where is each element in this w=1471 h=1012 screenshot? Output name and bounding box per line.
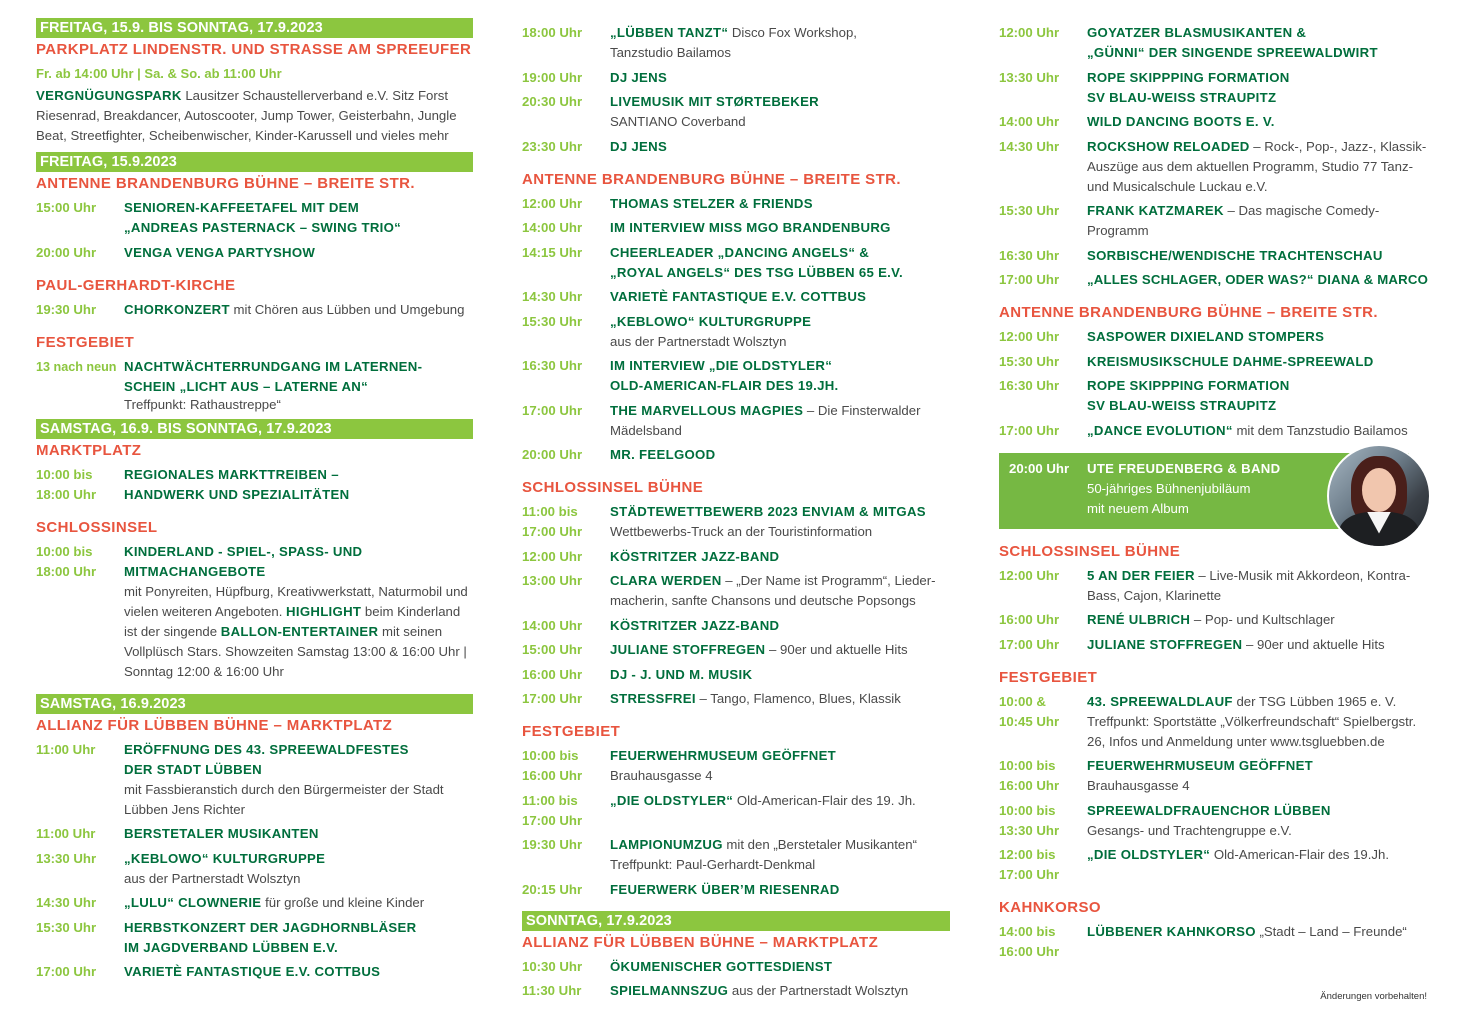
event-time: 12:00 bis 17:00 Uhr: [999, 847, 1060, 882]
event-time: 16:30 Uhr: [999, 378, 1060, 393]
venue-heading: KAHNKORSO: [999, 899, 1101, 916]
event-time: 14:30 Uhr: [36, 895, 97, 910]
event-description-line2: Mädelsband: [610, 422, 682, 438]
event-entry: [999, 137, 1429, 197]
event-entry: [36, 198, 473, 238]
event-time: 14:30 Uhr: [999, 138, 1060, 154]
event-title-line2: HANDWERK UND SPEZIALITÄTEN: [124, 486, 350, 502]
venue-heading: SCHLOSSINSEL: [36, 518, 158, 536]
event-entry: [522, 356, 950, 396]
column-right: [999, 17, 1429, 959]
venue-heading: ALLIANZ FÜR LÜBBEN BÜHNE – MARKTPLATZ: [36, 716, 393, 734]
event-title: „KEBLOWO“ KULTURGRUPPE: [610, 313, 812, 329]
event-title: STRESSFREI: [610, 691, 696, 706]
event-time: 15:30 Uhr: [999, 353, 1060, 369]
event-time: 19:30 Uhr: [522, 837, 583, 852]
event-title: LAMPIONUMZUG: [610, 837, 723, 852]
event-time: 11:00 Uhr: [36, 826, 96, 841]
venue-heading: FESTGEBIET: [522, 723, 621, 740]
event-time: 16:30 Uhr: [999, 247, 1060, 263]
event-entry: [522, 640, 950, 660]
event-title: „LÜBBEN TANZT“: [610, 25, 729, 40]
venue-heading: PAUL-GERHARDT-KIRCHE: [36, 276, 236, 294]
event-title: 43. SPREEWALDLAUF: [1087, 693, 1233, 709]
event-entry: [522, 791, 950, 831]
event-entry: [999, 845, 1429, 885]
event-entry: [522, 23, 950, 63]
event-title: DJ - J. UND M. MUSIK: [610, 666, 753, 682]
event-title: SPREEWALDFRAUENCHOR LÜBBEN: [1087, 802, 1331, 818]
event-title-line2: „ANDREAS PASTERNACK – SWING TRIO“: [124, 220, 402, 235]
event-time: 15:30 Uhr: [999, 203, 1060, 218]
venue-heading: SCHLOSSINSEL BÜHNE: [999, 542, 1181, 560]
event-description: Disco Fox Workshop,: [728, 25, 857, 40]
event-time: 10:00 & 10:45 Uhr: [999, 693, 1060, 729]
event-time: 16:00 Uhr: [522, 666, 583, 682]
event-entry: [522, 502, 950, 542]
event-entry: [36, 243, 473, 263]
event-description: Brauhausgasse 4: [610, 768, 713, 783]
event-title: ROPE SKIPPPING FORMATION: [1087, 69, 1290, 85]
event-time: 12:00 Uhr: [999, 25, 1060, 40]
event-time: 14:00 bis 16:00 Uhr: [999, 924, 1060, 959]
event-title: BERSTETALER MUSIKANTEN: [124, 826, 319, 841]
event-description: Brauhausgasse 4: [1087, 778, 1190, 793]
event-title: ROPE SKIPPPING FORMATION: [1087, 378, 1290, 393]
venue-heading: FESTGEBIET: [36, 333, 135, 351]
event-time: 10:00 bis 16:00 Uhr: [522, 748, 583, 783]
event-time: 10:00 bis 18:00 Uhr: [36, 466, 97, 502]
event-description: Wettbewerbs-Truck an der Touristinformation: [610, 524, 873, 539]
event-time: 12:00 Uhr: [999, 567, 1060, 583]
event-entry: [522, 957, 950, 977]
event-title: SASPOWER DIXIELAND STOMPERS: [1087, 329, 1325, 344]
event-entry: [999, 327, 1429, 347]
event-title: CHORKONZERT: [124, 301, 230, 317]
event-time: 15:30 Uhr: [522, 313, 583, 329]
event-time: 17:00 Uhr: [999, 272, 1060, 287]
event-entry: [999, 23, 1429, 63]
event-entry: [522, 547, 950, 567]
event-title: LIVEMUSIK MIT STØRTEBEKER: [610, 94, 819, 109]
event-entry: [999, 246, 1429, 266]
event-title: UTE FREUDENBERG & BAND: [1087, 460, 1281, 476]
event-entry: [36, 542, 473, 682]
event-entry: [999, 376, 1429, 416]
event-time: 23:30 Uhr: [522, 138, 583, 154]
event-description: mit Ponyreiten, Hüpfburg, Kreativwerkstatt, Naturmobil und vielen weiteren Angeboten. HIGHLIGHT beim Kinderland ist der singende BALLON-ENTERTAINER mit seinen Vollplüsch Stars. Showzeiten Samstag 13:00 & 16:00 Uhr | Sonntag 12:00 & 16:00 Uhr: [124, 583, 468, 679]
event-entry: [999, 635, 1429, 655]
venue-heading: ALLIANZ FÜR LÜBBEN BÜHNE – MARKTPLATZ: [522, 933, 879, 951]
event-time: 13:30 Uhr: [36, 850, 97, 866]
event-entry: [999, 692, 1429, 752]
venue-heading: ANTENNE BRANDENBURG BÜHNE – BREITE STR.: [999, 304, 1378, 321]
event-description: Old-American-Flair des 19. Jh.: [733, 792, 916, 808]
event-title: ROCKSHOW RELOADED: [1087, 138, 1250, 154]
event-title: THE MARVELLOUS MAGPIES: [610, 402, 804, 418]
event-title: FRANK KATZMAREK: [1087, 203, 1224, 218]
event-title: RENÉ ULBRICH: [1087, 612, 1191, 627]
venue-heading: FESTGEBIET: [999, 668, 1098, 686]
event-title: KÖSTRITZER JAZZ-BAND: [610, 548, 780, 564]
venue-heading: MARKTPLATZ: [36, 441, 142, 459]
venue-heading: PARKPLATZ LINDENSTR. UND STRASSE AM SPREEUFER: [36, 41, 472, 58]
event-time: 14:15 Uhr: [522, 244, 583, 260]
event-description: – 90er und aktuelle Hits: [765, 642, 908, 657]
event-entry: [36, 300, 473, 320]
event-title: KÖSTRITZER JAZZ-BAND: [610, 617, 780, 633]
event-description: mit den „Berstetaler Musikanten“: [722, 837, 917, 852]
event-entry: [522, 835, 950, 875]
event-time: 14:30 Uhr: [522, 289, 583, 304]
event-entry: [36, 824, 473, 844]
event-title: DJ JENS: [610, 138, 668, 154]
event-entry: [522, 194, 950, 214]
event-time: 13:00 Uhr: [522, 573, 583, 588]
event-time: 15:00 Uhr: [36, 200, 97, 215]
park-opening-times: Fr. ab 14:00 Uhr | Sa. & So. ab 11:00 Uhr: [36, 66, 282, 81]
event-title: VENGA VENGA PARTYSHOW: [124, 244, 316, 260]
event-time: 15:30 Uhr: [36, 919, 97, 935]
event-title: THOMAS STELZER & FRIENDS: [610, 195, 813, 211]
event-time: 11:00 bis 17:00 Uhr: [522, 792, 583, 828]
event-title: SPIELMANNSZUG: [610, 983, 729, 998]
event-time: 17:00 Uhr: [36, 964, 97, 979]
event-title: MR. FEELGOOD: [610, 447, 716, 462]
event-entry: [522, 981, 950, 1001]
event-time: 13 nach neun: [36, 359, 117, 374]
event-time: 10:00 bis 18:00 Uhr: [36, 543, 97, 579]
headliner-box: [999, 453, 1409, 529]
artist-portrait: [1327, 444, 1431, 548]
event-title: „DANCE EVOLUTION“: [1087, 422, 1233, 438]
event-description: mit dem Tanzstudio Bailamos: [1232, 422, 1408, 438]
event-title-line2: SV BLAU-WEISS STRAUPITZ: [1087, 398, 1277, 413]
event-time: 17:00 Uhr: [999, 422, 1060, 438]
event-time: 18:00 Uhr: [522, 25, 583, 40]
day-header: SONNTAG, 17.9.2023: [522, 911, 950, 931]
event-description: SANTIANO Coverband: [610, 114, 746, 129]
event-description: mit Chören aus Lübben und Umgebung: [229, 301, 465, 317]
event-title: „DIE OLDSTYLER“: [610, 792, 734, 808]
event-time: 12:00 Uhr: [999, 329, 1060, 344]
event-title: „ALLES SCHLAGER, ODER WAS?“ DIANA & MARCO: [1087, 272, 1429, 287]
event-time: 13:30 Uhr: [999, 69, 1060, 85]
event-entry: [999, 421, 1429, 441]
event-title: CLARA WERDEN: [610, 573, 722, 588]
event-title-line2: MITMACHANGEBOTE: [124, 563, 266, 579]
event-description: – 90er und aktuelle Hits: [1242, 636, 1385, 652]
event-time: 14:00 Uhr: [999, 114, 1060, 129]
event-description: – Die Finsterwalder: [803, 402, 921, 418]
event-entry: [522, 616, 950, 636]
event-time: 10:00 bis 16:00 Uhr: [999, 758, 1060, 793]
event-title: LÜBBENER KAHNKORSO: [1087, 924, 1256, 939]
event-entry: [522, 312, 950, 352]
event-title: CHEERLEADER „DANCING ANGELS“ &: [610, 244, 870, 260]
event-time: 11:30 Uhr: [522, 983, 582, 998]
event-entry: [522, 746, 950, 786]
event-description: – Das magische Comedy-Programm: [1087, 203, 1380, 238]
event-description: – Rock-, Pop-, Jazz-, Klassik- Auszüge aus dem aktuellen Programm, Studio 77 Tanz- und Musicalschule Luckau e.V.: [1087, 138, 1427, 194]
event-title: NACHTWÄCHTERRUNDGANG IM LATERNEN-: [124, 358, 423, 374]
event-entry: [999, 352, 1429, 372]
event-time: 17:00 Uhr: [522, 402, 583, 418]
event-entry: [522, 401, 950, 441]
event-description: aus der Partnerstadt Wolsztyn: [124, 870, 301, 886]
event-time: 19:00 Uhr: [522, 69, 583, 85]
event-entry: [999, 756, 1429, 796]
event-time: 11:00 bis 17:00 Uhr: [522, 504, 583, 539]
event-description: – „Der Name ist Programm“, Lieder-macherin, sanfte Chansons und deutsche Popsongs: [610, 573, 936, 608]
venue-heading: ANTENNE BRANDENBURG BÜHNE – BREITE STR.: [36, 175, 415, 192]
event-entry: [522, 445, 950, 465]
event-title: VARIETÈ FANTASTIQUE E.V. COTTBUS: [610, 289, 867, 304]
event-title: IM INTERVIEW „DIE OLDSTYLER“: [610, 358, 833, 373]
disclaimer-note: Änderungen vorbehalten!: [1320, 991, 1427, 1002]
column-middle: [522, 17, 950, 1001]
event-entry: [36, 849, 473, 889]
event-time: 20:00 Uhr: [522, 447, 583, 462]
event-entry: [999, 68, 1429, 108]
event-entry: [999, 201, 1429, 241]
event-time: 20:00 Uhr: [36, 244, 97, 260]
event-title: REGIONALES MARKTTREIBEN –: [124, 466, 339, 482]
event-description: Treffpunkt: Rathaustreppe“: [124, 396, 281, 412]
event-entry: [36, 357, 473, 413]
event-title: DJ JENS: [610, 69, 668, 85]
event-entry: [522, 92, 950, 132]
event-time: 16:00 Uhr: [999, 612, 1060, 627]
event-title: FEUERWEHRMUSEUM GEÖFFNET: [1087, 758, 1314, 773]
event-title: KREISMUSIKSCHULE DAHME-SPREEWALD: [1087, 353, 1374, 369]
event-entry: [522, 287, 950, 307]
event-description: mit Fassbieranstich durch den Bürgermeister der Stadt Lübben Jens Richter: [124, 781, 444, 817]
event-entry: [522, 665, 950, 685]
event-title-line2: IM JAGDVERBAND LÜBBEN E.V.: [124, 939, 338, 955]
day-header: FREITAG, 15.9. BIS SONNTAG, 17.9.2023: [36, 18, 473, 38]
event-entry: [522, 68, 950, 88]
event-title: GOYATZER BLASMUSIKANTEN &: [1087, 25, 1307, 40]
event-title: IM INTERVIEW MISS MGO BRANDENBURG: [610, 220, 891, 235]
event-entry: [522, 571, 950, 611]
event-title: VARIETÈ FANTASTIQUE E.V. COTTBUS: [124, 964, 381, 979]
event-time: 19:30 Uhr: [36, 301, 97, 317]
event-time: 20:15 Uhr: [522, 881, 583, 897]
event-title-line2: SV BLAU-WEISS STRAUPITZ: [1087, 89, 1277, 105]
event-title: KINDERLAND - SPIEL-, SPASS- UND: [124, 543, 363, 559]
day-header: FREITAG, 15.9.2023: [36, 152, 473, 172]
event-title: WILD DANCING BOOTS E. V.: [1087, 114, 1275, 129]
event-entry: [36, 740, 473, 820]
event-title: JULIANE STOFFREGEN: [610, 642, 766, 657]
event-title: VERGNÜGUNGSPARK: [36, 88, 182, 103]
event-title-line2: „GÜNNI“ DER SINGENDE SPREEWALDWIRT: [1087, 45, 1378, 60]
event-title: 5 AN DER FEIER: [1087, 567, 1195, 583]
event-entry: [36, 893, 473, 913]
event-title: SENIOREN-KAFFEETAFEL MIT DEM: [124, 200, 360, 215]
event-description-line2: Treffpunkt: Paul-Gerhardt-Denkmal: [610, 857, 816, 872]
event-time: 14:00 Uhr: [522, 220, 583, 235]
event-time: 12:00 Uhr: [522, 548, 583, 564]
event-description: aus der Partnerstadt Wolsztyn: [610, 333, 787, 349]
day-header: SAMSTAG, 16.9.2023: [36, 694, 473, 714]
event-time: 20:00 Uhr: [1009, 460, 1070, 476]
event-title: „DIE OLDSTYLER“: [1087, 847, 1211, 862]
event-time: 17:00 Uhr: [999, 636, 1060, 652]
event-description: – Pop- und Kultschlager: [1190, 612, 1335, 627]
event-time: 14:00 Uhr: [522, 617, 583, 633]
event-title: HERBSTKONZERT DER JAGDHORNBLÄSER: [124, 919, 417, 935]
event-entry: [999, 270, 1429, 290]
event-description: für große und kleine Kinder: [261, 895, 425, 910]
event-title: FEUERWERK ÜBER’M RIESENRAD: [610, 881, 840, 897]
event-description: Old-American-Flair des 19.Jh.: [1210, 847, 1390, 862]
event-time: 15:00 Uhr: [522, 642, 583, 657]
event-entry: [999, 566, 1429, 606]
column-left: [36, 14, 473, 982]
event-entry: [522, 218, 950, 238]
event-description: „Stadt – Land – Freunde“: [1255, 924, 1407, 939]
event-entry: [999, 112, 1429, 132]
event-time: 11:00 Uhr: [36, 741, 96, 757]
event-title: SORBISCHE/WENDISCHE TRACHTENSCHAU: [1087, 247, 1383, 263]
event-title: STÄDTEWETTBEWERB 2023 ENVIAM & MITGAS: [610, 504, 926, 519]
event-entry: [999, 610, 1429, 630]
day-header: SAMSTAG, 16.9. BIS SONNTAG, 17.9.2023: [36, 419, 473, 439]
event-title: ÖKUMENISCHER GOTTESDIENST: [610, 958, 833, 974]
venue-heading: ANTENNE BRANDENBURG BÜHNE – BREITE STR.: [522, 170, 901, 188]
event-time: 17:00 Uhr: [522, 691, 583, 706]
event-title: „KEBLOWO“ KULTURGRUPPE: [124, 850, 326, 866]
event-title-line2: „ROYAL ANGELS“ DES TSG LÜBBEN 65 E.V.: [610, 264, 903, 280]
event-description: der TSG Lübben 1965 e. V. Treffpunkt: Sportstätte „Völkerfreundschaft“ Spielbergstr. 26, Infos und Anmeldung unter www.tsgluebben.de: [1087, 693, 1417, 749]
event-time: 12:00 Uhr: [522, 195, 583, 211]
event-description: aus der Partnerstadt Wolsztyn: [728, 983, 909, 998]
event-title: „LULU“ CLOWNERIE: [124, 895, 262, 910]
event-title-line2: SCHEIN „LICHT AUS – LATERNE AN“: [124, 378, 368, 394]
event-description: – Tango, Flamenco, Blues, Klassik: [695, 691, 901, 706]
event-title: ERÖFFNUNG DES 43. SPREEWALDFESTES: [124, 741, 409, 757]
event-entry: [36, 962, 473, 982]
event-title-line2: OLD-AMERICAN-FLAIR DES 19.JH.: [610, 378, 839, 393]
event-entry: [999, 922, 1429, 959]
event-title: JULIANE STOFFREGEN: [1087, 636, 1243, 652]
event-time: 10:30 Uhr: [522, 958, 583, 974]
event-title: FEUERWEHRMUSEUM GEÖFFNET: [610, 748, 837, 763]
event-entry: [522, 137, 950, 157]
event-description: Lausitzer Schaustellerverband e.V. Sitz Forst Riesenrad, Breakdancer, Autoscooter, Jump Tower, Geisterbahn, Jungle Beat, Streetfighter, Scheibenwischer, Kinder-Karussell und vieles mehr: [36, 88, 457, 143]
event-entry: [999, 801, 1429, 841]
event-entry: [522, 880, 950, 900]
event-description: – Live-Musik mit Akkordeon, Kontra-Bass, Cajon, Klarinette: [1087, 567, 1411, 603]
event-entry: [36, 918, 473, 958]
event-description-line2: mit neuem Album: [1087, 500, 1189, 516]
event-description: Gesangs- und Trachtengruppe e.V.: [1087, 822, 1292, 838]
event-time: 20:30 Uhr: [522, 94, 583, 109]
event-entry: [522, 243, 950, 283]
event-description-line2: Tanzstudio Bailamos: [610, 45, 731, 60]
event-time: 16:30 Uhr: [522, 358, 583, 373]
event-entry: [36, 465, 473, 505]
event-description: 50-jähriges Bühnenjubiläum: [1087, 480, 1251, 496]
venue-heading: SCHLOSSINSEL BÜHNE: [522, 479, 704, 496]
park-description: [36, 86, 473, 146]
event-time: 10:00 bis 13:30 Uhr: [999, 802, 1060, 838]
event-entry: [522, 689, 950, 709]
event-title-line2: DER STADT LÜBBEN: [124, 761, 262, 777]
